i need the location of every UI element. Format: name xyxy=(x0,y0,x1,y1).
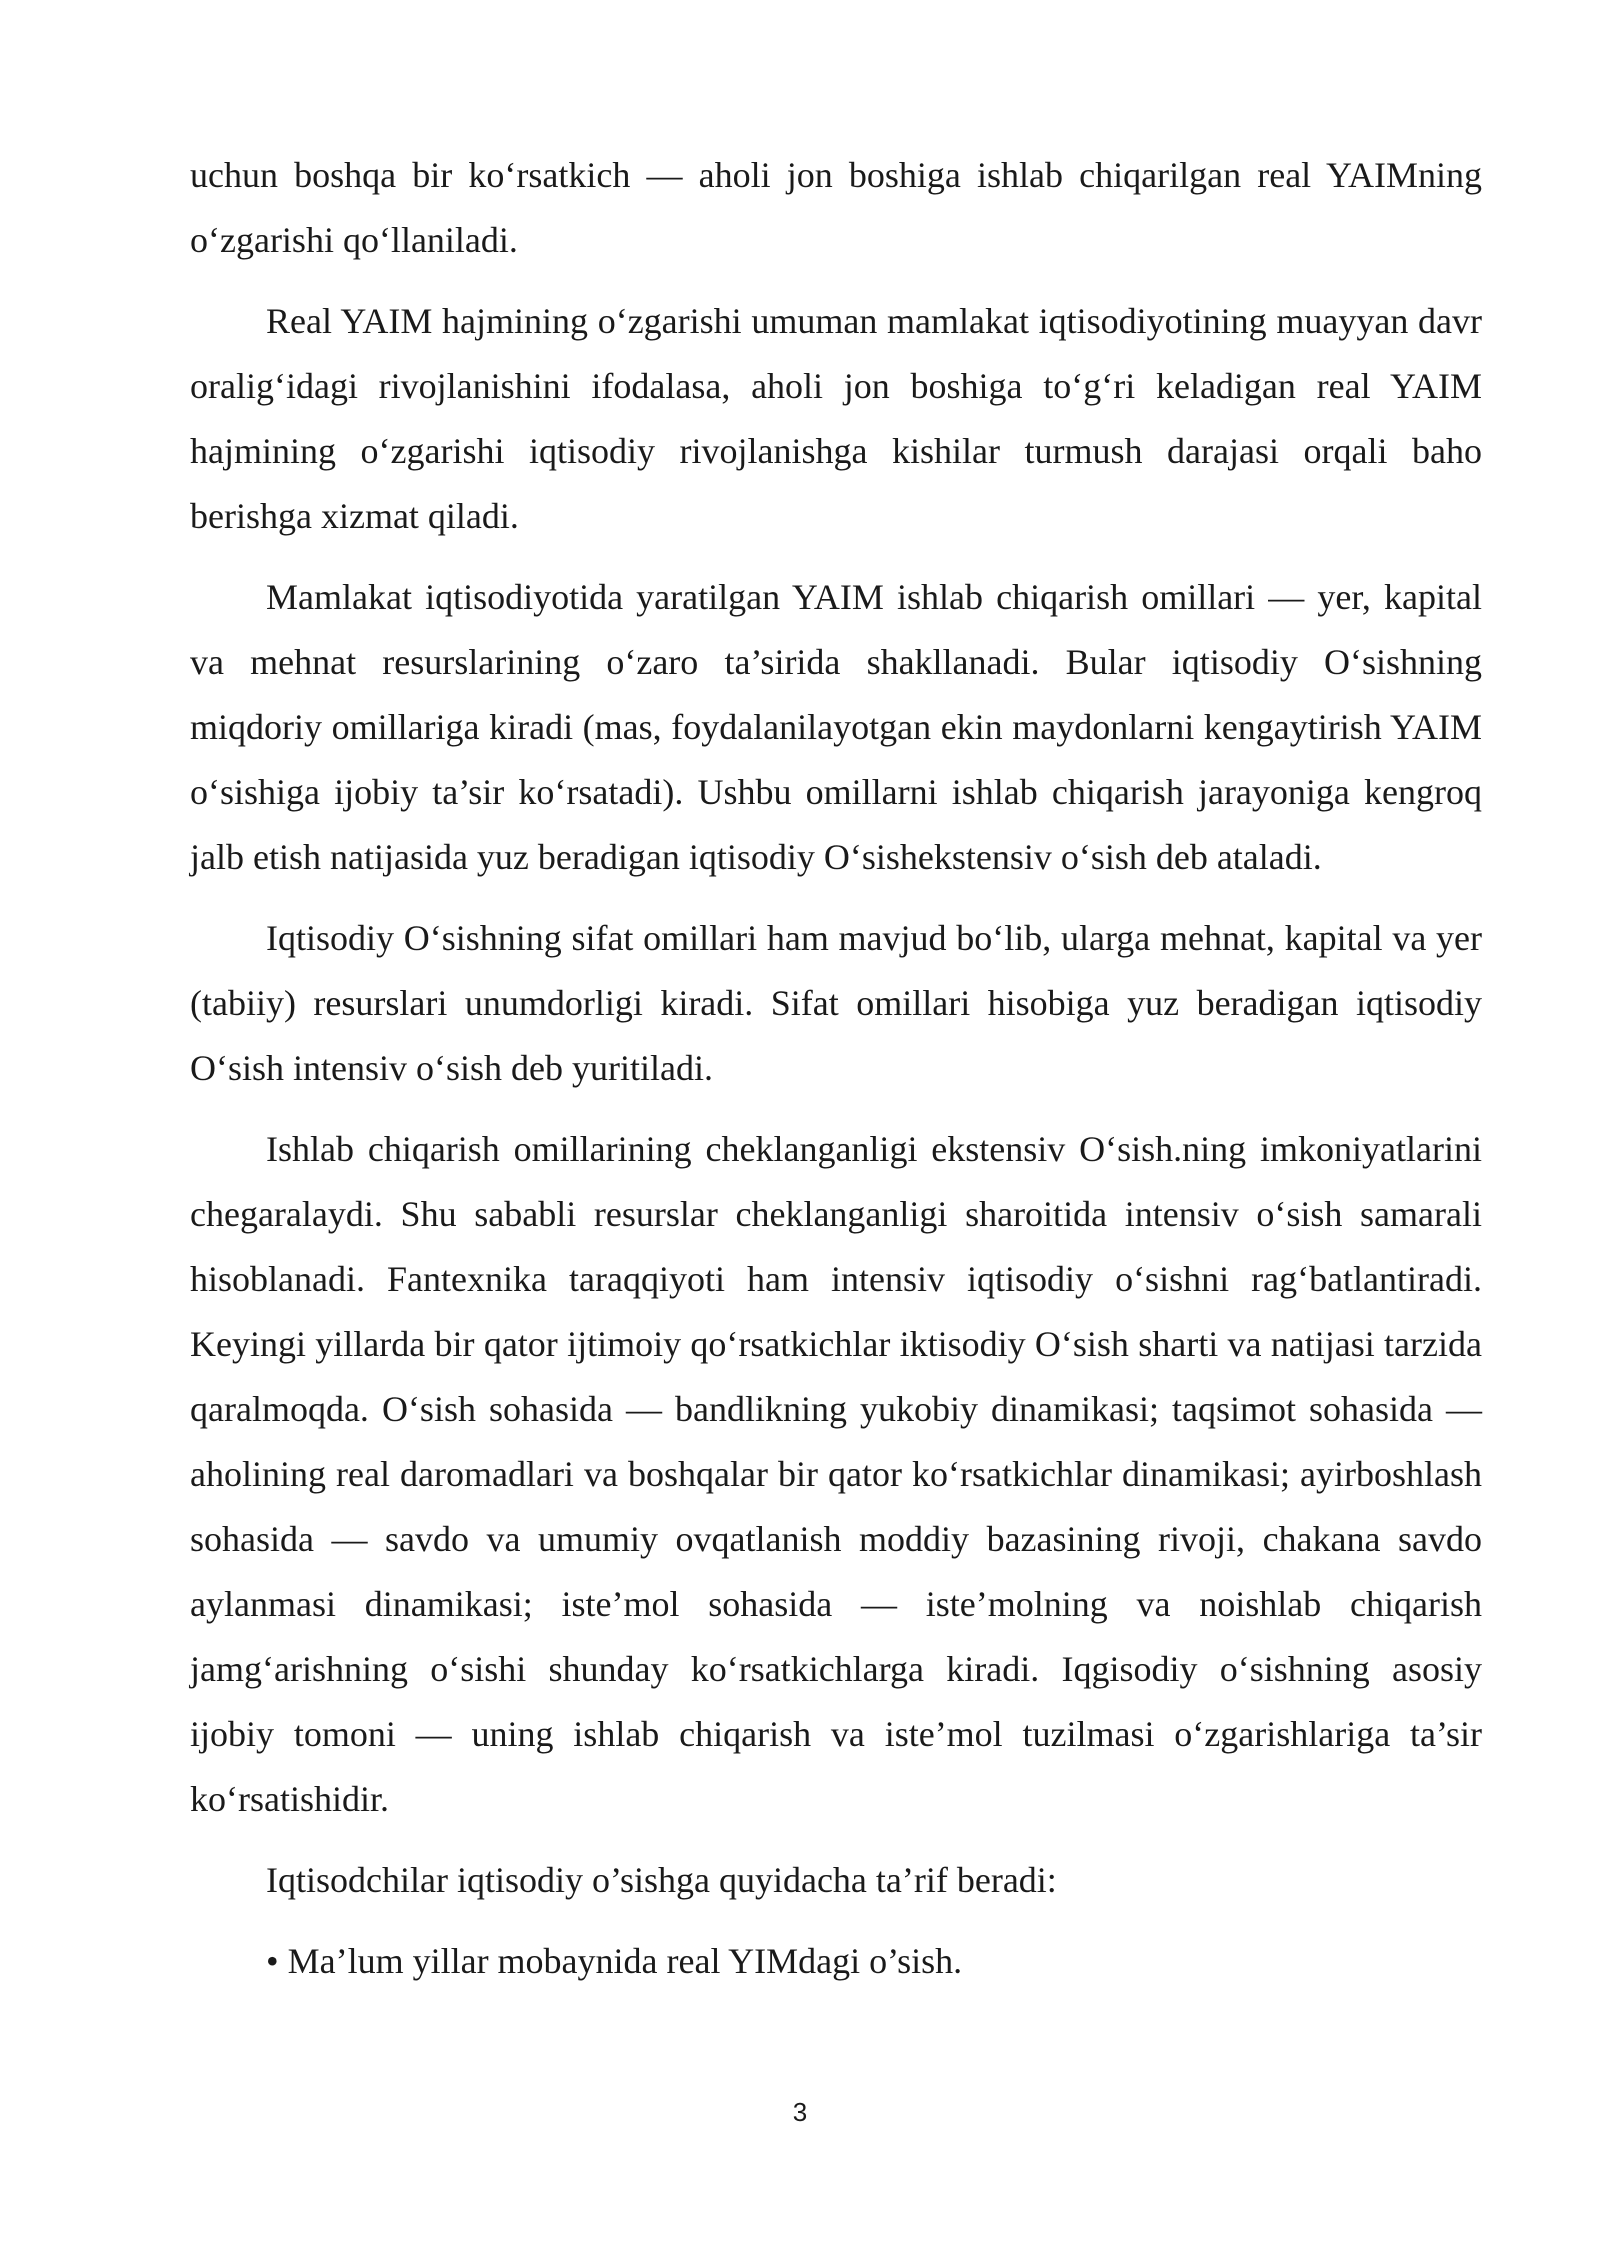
paragraph-real-yaim: Real YAIM hajmining o‘zgarishi umuman mamlakat iqtisodiyotining muayyan davr oralig‘idagi rivojlanishini ifodalasa, aholi jon boshiga to‘g‘ri keladigan real YAIM hajmining o‘zgarishi iqtisodiy rivojlanishga kishilar turmush darajasi orqali baho berishga xizmat qiladi. xyxy=(190,301,1482,536)
paragraph-intensive-growth: Iqtisodiy O‘sishning sifat omillari ham mavjud bo‘lib, ularga mehnat, kapital va yer (tabiiy) resurslari unumdorligi kiradi. Sifat omillari hisobiga yuz beradigan iqtisodiy O‘sish intensiv o‘sish deb yuritiladi. xyxy=(190,918,1482,1088)
paragraph-continuation: uchun boshqa bir ko‘rsatkich — aholi jon boshiga ishlab chiqarilgan real YAIMning o‘zgarishi qo‘llaniladi. xyxy=(190,155,1482,260)
paragraph-definition-intro: Iqtisodchilar iqtisodiy o’sishga quyidacha ta’rif beradi: xyxy=(266,1860,1057,1900)
bullet-item: • Ma’lum yillar mobaynida real YIMdagi o’sish. xyxy=(266,1941,963,1981)
page-body xyxy=(190,143,1482,1994)
paragraph-extensive-growth: Mamlakat iqtisodiyotida yaratilgan YAIM ishlab chiqarish omillari — yer, kapital va mehnat resurslarining o‘zaro ta’sirida shakllanadi. Bular iqtisodiy O‘sishning miqdoriy omillariga kiradi (mas, foydalanilayotgan ekin maydonlarni kengaytirish YAIM o‘sishiga ijobiy ta’sir ko‘rsatadi). Ushbu omillarni ishlab chiqarish jarayoniga kengroq jalb etish natijasida yuz beradigan iqtisodiy O‘sishekstensiv o‘sish deb ataladi. xyxy=(190,577,1482,877)
page-number: 3 xyxy=(792,2097,808,2127)
paragraph-factor-limits: Ishlab chiqarish omillarining cheklanganligi ekstensiv O‘sish.ning imkoniyatlarini chegaralaydi. Shu sababli resurslar cheklanganligi sharoitida intensiv o‘sish samarali hisoblanadi. Fantexnika taraqqiyoti ham intensiv iqtisodiy o‘sishni rag‘batlantiradi. Keyingi yillarda bir qator ijtimoiy qo‘rsatkichlar iktisodiy O‘sish sharti va natijasi tarzida qaralmoqda. O‘sish sohasida — bandlikning yukobiy dinamikasi; taqsimot sohasida — aholining real daromadlari va boshqalar bir qator ko‘rsatkichlar dinamikasi; ayirboshlash sohasida — savdo va umumiy ovqatlanish moddiy bazasining rivoji, chakana savdo aylanmasi dinamikasi; iste’mol sohasida — iste’molning va noishlab chiqarish jamg‘arishning o‘sishi shunday ko‘rsatkichlarga kiradi. Iqgisodiy o‘sishning asosiy ijobiy tomoni — uning ishlab chiqarish va iste’mol tuzilmasi o‘zgarishlariga ta’sir ko‘rsatishidir. xyxy=(190,1129,1482,1819)
